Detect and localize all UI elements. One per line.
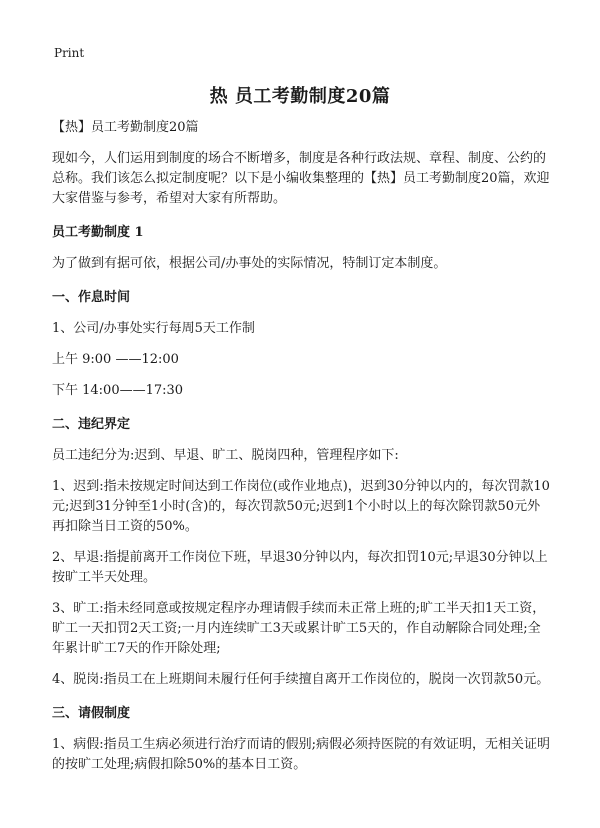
- article-intro: 现如今，人们运用到制度的场合不断增多，制度是各种行政法规、章程、制度、公约的总称。我们该怎么拟定制度呢？以下是小编收集整理的【热】员工考勤制度20篇，欢迎大家借鉴与参考，希望对大家有所帮助。: [52, 151, 550, 206]
- schedule-afternoon: 下午 14:00——17:30: [52, 383, 184, 398]
- article-subtitle: 【热】员工考勤制度20篇: [52, 120, 199, 135]
- part-heading-violations: 二、违纪界定: [52, 417, 131, 432]
- part-heading-schedule: 一、作息时间: [52, 290, 131, 305]
- page-title: 热 员工考勤制度20篇: [209, 86, 391, 107]
- violation-early-leave: 2、早退:指提前离开工作岗位下班，早退30分钟以内，每次扣罚10元;早退30分钟以上按旷工半天处理。: [52, 550, 548, 585]
- section-heading: 员工考勤制度 1: [52, 225, 144, 240]
- article-body: [52, 118, 552, 786]
- schedule-morning: 上午 9:00 ——12:00: [52, 352, 179, 367]
- print-link[interactable]: Print: [54, 46, 85, 60]
- violation-off-post: 4、脱岗:指员工在上班期间未履行任何手续擅自离开工作岗位的，脱岗一次罚款50元。: [52, 672, 550, 687]
- schedule-item: 1、公司/办事处实行每周5天工作制: [52, 321, 255, 336]
- leave-sick: 1、病假:指员工生病必须进行治疗而请的假别;病假必须持医院的有效证明，无相关证明的按旷工处理;病假扣除50%的基本日工资。: [52, 737, 551, 772]
- section-intro: 为了做到有据可依，根据公司/办事处的实际情况，特制订定本制度。: [52, 256, 447, 271]
- part-heading-leave: 三、请假制度: [52, 706, 131, 721]
- violation-absence: 3、旷工:指未经同意或按规定程序办理请假手续而未正常上班的;旷工半天扣1天工资，旷工一天扣罚2天工资;一月内连续旷工3天或累计旷工5天的，作自动解除合同处理;全年累计旷工7天的作开除处理;: [52, 601, 546, 656]
- violation-late: 1、迟到:指未按规定时间达到工作岗位(或作业地点)，迟到30分钟以内的，每次罚款10元;迟到31分钟至1小时(含)的，每次罚款50元;迟到1个小时以上的每次除罚款50元外再扣除当日工资的50%。: [52, 479, 550, 534]
- violations-intro: 员工违纪分为:迟到、早退、旷工、脱岗四种，管理程序如下:: [52, 448, 399, 463]
